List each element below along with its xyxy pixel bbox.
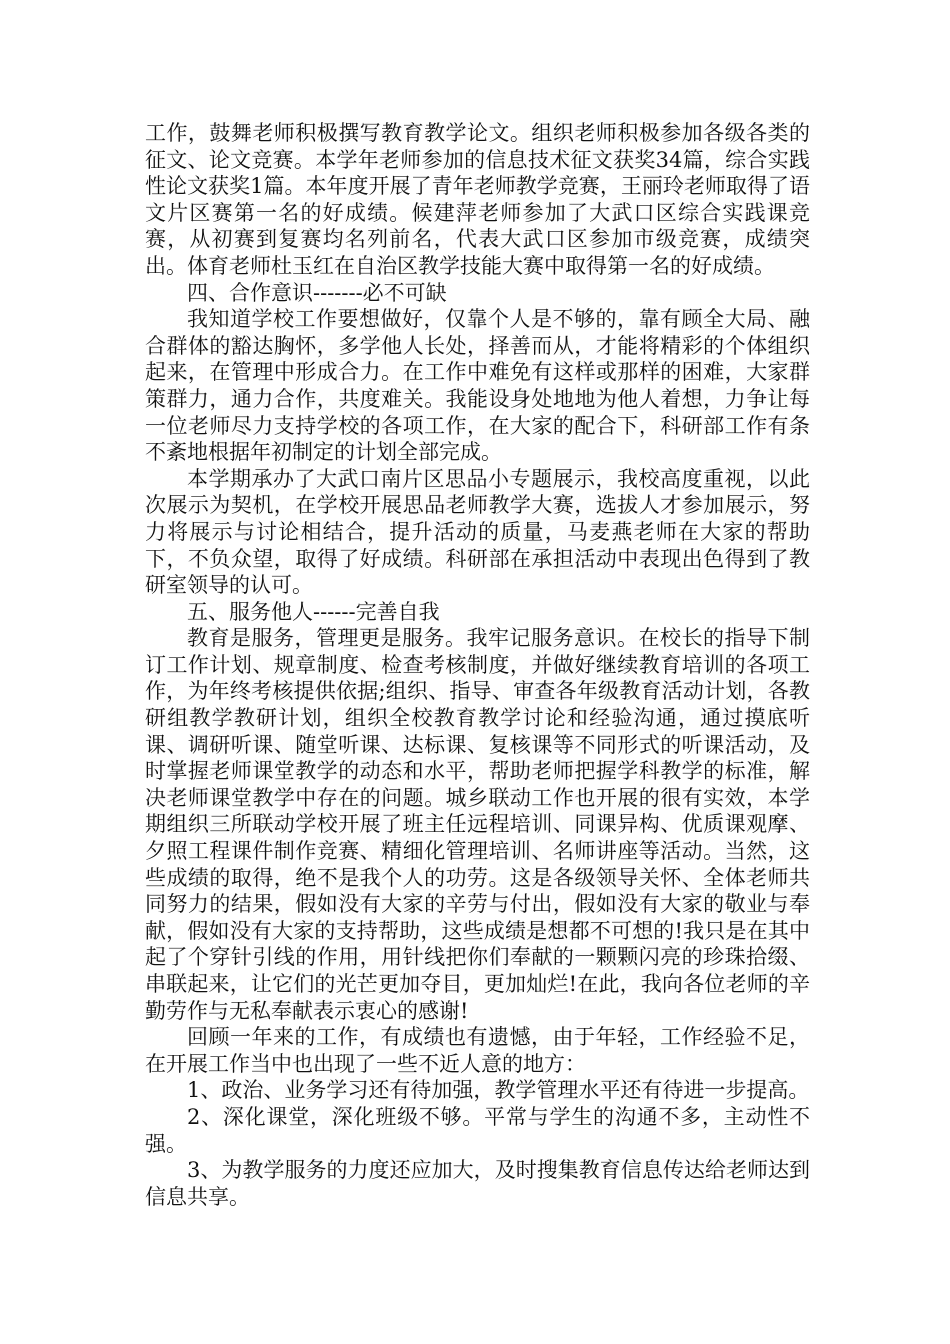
paragraph-service: 教育是服务，管理更是服务。我牢记服务意识。在校长的指导下制订工作计划、规章制度、检查考核制度，并做好继续教育培训的各项工作，为年终考核提供依据;组织、指导、审查各年级教育活动计划，各教研组教学教研计划，组织全校教育教学讨论和经验沟通，通过摸底听课、调研听课、随堂听课、达标课、复核课等不同形式的听课活动，及时掌握老师课堂教学的动态和水平，帮助老师把握学科教学的标准，解决老师课堂教学中存在的问题。城乡联动工作也开展的很有实效，本学期组织三所联动学校开展了班主任远程培训、同课异构、优质课观摩、夕照工程课件制作竞赛、精细化管理培训、名师讲座等活动。当然，这些成绩的取得，绝不是我个人的功劳。这是各级领导关怀、全体老师共同努力的结果，假如没有大家的辛劳与付出，假如没有大家的敬业与奉献，假如没有大家的支持帮助，这些成绩是想都不可想的!我只是在其中起了个穿针引线的作用，用针线把你们奉献的一颗颗闪亮的珍珠拾缀、串联起来，让它们的光芒更加夺目，更加灿烂!在此，我向各位老师的辛勤劳作与无私奉献表示衷心的感谢! [145, 626, 810, 1023]
section-heading-cooperation: 四、合作意识-------必不可缺 [187, 280, 447, 305]
paragraph-teamwork: 我知道学校工作要想做好，仅靠个人是不够的，靠有顾全大局、融合群体的豁达胸怀，多学他人长处，择善而从，才能将精彩的个体组织起来，在管理中形成合力。在工作中难免有这样或那样的困难，大家群策群力，通力合作，共度难关。我能设身处地地为他人着想，力争让每一位老师尽力支持学校的各项工作，在大家的配合下，科研部工作有条不紊地根据年初制定的计划全部完成。 [145, 307, 810, 465]
list-item-1: 1、政治、业务学习还有待加强，教学管理水平还有待进一步提高。 [187, 1078, 810, 1103]
paragraph-showcase: 本学期承办了大武口南片区思品小专题展示，我校高度重视，以此次展示为契机，在学校开展思品老师教学大赛，选拔人才参加展示，努力将展示与讨论相结合，提升活动的质量，马麦燕老师在大家的帮助下，不负众望，取得了好成绩。科研部在承担活动中表现出色得到了教研室领导的认可。 [145, 466, 810, 598]
section-heading-service: 五、服务他人------完善自我 [187, 599, 440, 624]
document-body [145, 120, 810, 1210]
paragraph-review: 回顾一年来的工作，有成绩也有遗憾，由于年轻，工作经验不足，在开展工作当中也出现了一些不近人意的地方： [145, 1025, 810, 1076]
paragraph-research-awards: 工作，鼓舞老师积极撰写教育教学论文。组织老师积极参加各级各类的征文、论文竞赛。本学年老师参加的信息技术征文获奖34篇，综合实践性论文获奖1篇。本年度开展了青年老师教学竞赛，王丽玲老师取得了语文片区赛第一名的好成绩。候建萍老师参加了大武口区综合实践课竞赛，从初赛到复赛均名列前名，代表大武口区参加市级竞赛，成绩突出。体育老师杜玉红在自治区教学技能大赛中取得第一名的好成绩。 [145, 121, 810, 278]
list-item-3: 3、为教学服务的力度还应加大，及时搜集教育信息传达给老师达到信息共享。 [145, 1158, 810, 1209]
list-item-2: 2、深化课堂，深化班级不够。平常与学生的沟通不多，主动性不强。 [145, 1104, 810, 1156]
